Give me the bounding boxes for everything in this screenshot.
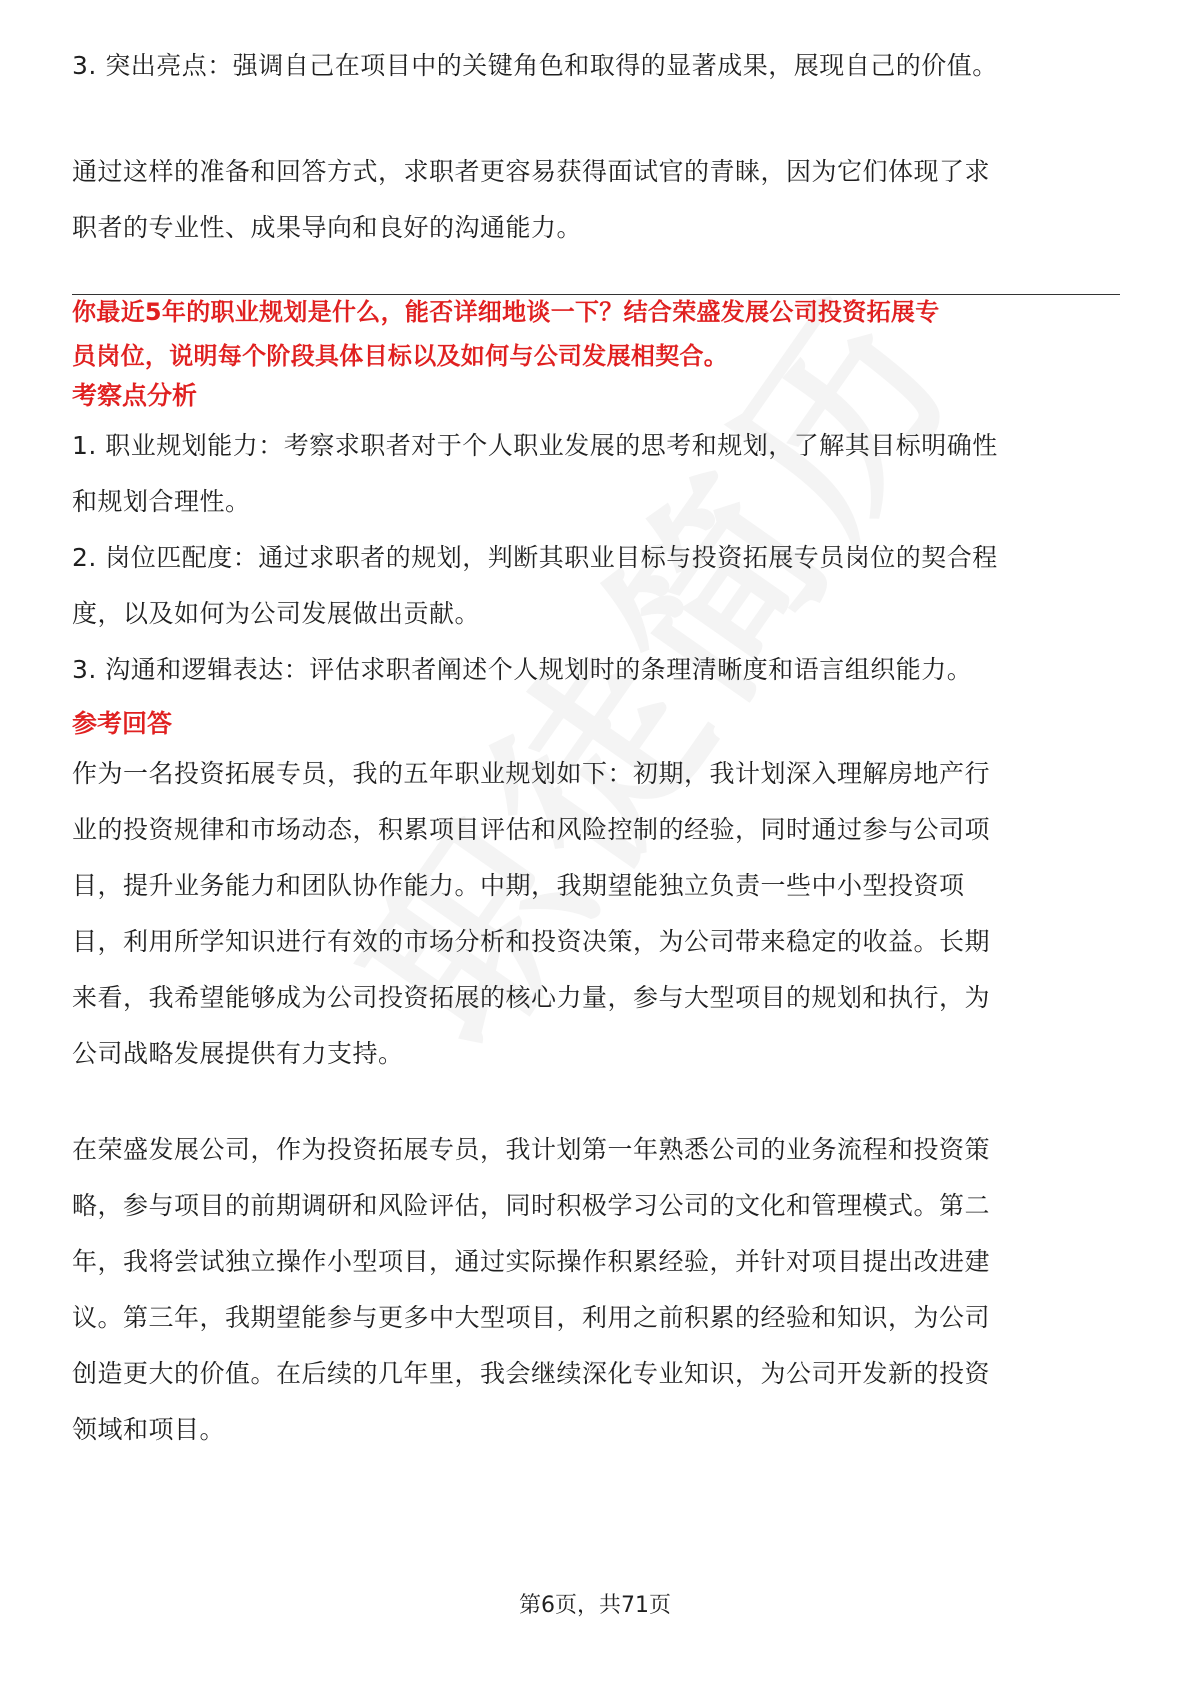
list-item: 2. 岗位匹配度：通过求职者的规划，判断其职业目标与投资拓展专员岗位的契合程 [72, 543, 998, 572]
paragraph-line: 领域和项目。 [72, 1415, 226, 1444]
paragraph-line: 目，利用所学知识进行有效的市场分析和投资决策，为公司带来稳定的收益。长期 [72, 927, 991, 956]
question-block [72, 290, 1120, 378]
answer-section [72, 704, 1120, 744]
summary-line: 通过这样的准备和回答方式，求职者更容易获得面试官的青睐，因为它们体现了求 [72, 157, 991, 186]
paragraph-line: 略，参与项目的前期调研和风险评估，同时积极学习公司的文化和管理模式。第二 [72, 1191, 991, 1220]
answer-paragraph-1 [72, 746, 1120, 1082]
paragraph-line: 来看，我希望能够成为公司投资拓展的核心力量，参与大型项目的规划和执行，为 [72, 983, 991, 1012]
paragraph-line: 议。第三年，我期望能参与更多中大型项目，利用之前积累的经验和知识，为公司 [72, 1303, 991, 1332]
question-line: 你最近5年的职业规划是什么，能否详细地谈一下？结合荣盛发展公司投资拓展专 [72, 298, 940, 326]
paragraph-line: 创造更大的价值。在后续的几年里，我会继续深化专业知识，为公司开发新的投资 [72, 1359, 991, 1388]
section-heading: 参考回答 [72, 709, 173, 738]
summary-line: 职者的专业性、成果导向和良好的沟通能力。 [72, 213, 583, 242]
section-heading: 考察点分析 [72, 381, 198, 410]
paragraph-line: 业的投资规律和市场动态，积累项目评估和风险控制的经验，同时通过参与公司项 [72, 815, 991, 844]
answer-paragraph-2 [72, 1122, 1120, 1458]
list-item: 1. 职业规划能力：考察求职者对于个人职业发展的思考和规划，了解其目标明确性 [72, 431, 998, 460]
summary-paragraph [72, 144, 1120, 256]
paragraph-line: 目，提升业务能力和团队协作能力。中期，我期望能独立负责一些中小型投资项 [72, 871, 965, 900]
section-divider [72, 294, 1120, 295]
top-section [72, 38, 1120, 94]
paragraph-line: 作为一名投资拓展专员，我的五年职业规划如下：初期，我计划深入理解房地产行 [72, 759, 991, 788]
list-item: 3. 突出亮点：强调自己在项目中的关键角色和取得的显著成果，展现自己的价值。 [72, 51, 998, 80]
list-item-continued: 度，以及如何为公司发展做出贡献。 [72, 599, 481, 628]
list-item: 3. 沟通和逻辑表达：评估求职者阐述个人规划时的条理清晰度和语言组织能力。 [72, 655, 973, 684]
analysis-list [72, 418, 1120, 698]
analysis-section [72, 376, 1120, 416]
paragraph-line: 在荣盛发展公司，作为投资拓展专员，我计划第一年熟悉公司的业务流程和投资策 [72, 1135, 991, 1164]
page-number: 第6页，共71页 [519, 1593, 671, 1618]
paragraph-line: 公司战略发展提供有力支持。 [72, 1039, 404, 1068]
question-line: 员岗位，说明每个阶段具体目标以及如何与公司发展相契合。 [72, 342, 729, 370]
list-item-continued: 和规划合理性。 [72, 487, 251, 516]
paragraph-line: 年，我将尝试独立操作小型项目，通过实际操作积累经验，并针对项目提出改进建 [72, 1247, 991, 1276]
